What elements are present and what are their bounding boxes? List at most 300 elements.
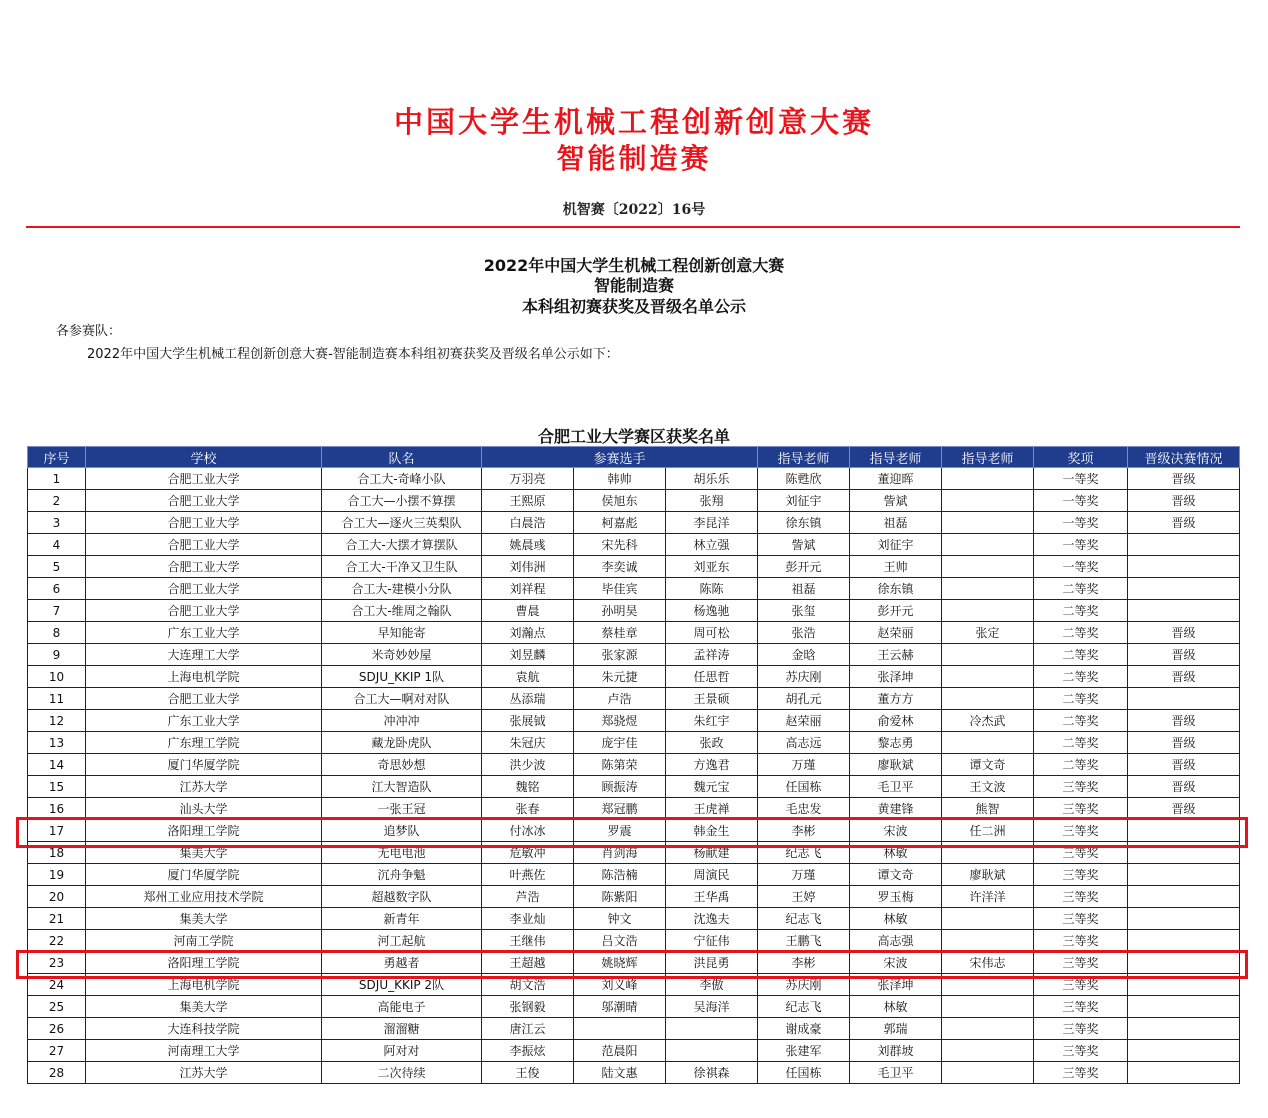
cell-advisor2: 宋波: [850, 820, 942, 842]
cell-award: 一等奖: [1034, 490, 1128, 512]
cell-advance: [1128, 1018, 1240, 1040]
cell-school: 合肥工业大学: [86, 556, 322, 578]
cell-no: 20: [28, 886, 86, 908]
cell-advance: 晋级: [1128, 622, 1240, 644]
cell-member2: [574, 1018, 666, 1040]
cell-award: 三等奖: [1034, 820, 1128, 842]
cell-team: 无电电池: [322, 842, 482, 864]
cell-advisor3: 任二洲: [942, 820, 1034, 842]
cell-school: 江苏大学: [86, 1062, 322, 1084]
cell-no: 26: [28, 1018, 86, 1040]
cell-no: 13: [28, 732, 86, 754]
cell-no: 15: [28, 776, 86, 798]
cell-member1: 李业灿: [482, 908, 574, 930]
table-row: [28, 468, 1240, 490]
cell-member1: 刘祥程: [482, 578, 574, 600]
cell-advance: [1128, 886, 1240, 908]
cell-advisor3: [942, 1018, 1034, 1040]
cell-member3: [666, 1040, 758, 1062]
cell-advance: [1128, 534, 1240, 556]
notice-title-line2: 智能制造赛: [593, 276, 674, 295]
cell-school: 大连科技学院: [86, 1018, 322, 1040]
cell-advance: 晋级: [1128, 710, 1240, 732]
cell-advisor1: 苏庆刚: [758, 974, 850, 996]
cell-advisor3: 许洋洋: [942, 886, 1034, 908]
cell-member3: 洪昆勇: [666, 952, 758, 974]
header-advisor3: 指导老师: [942, 447, 1034, 468]
cell-advisor3: 冷杰武: [942, 710, 1034, 732]
cell-team: 米奇妙妙屋: [322, 644, 482, 666]
cell-school: 集美大学: [86, 996, 322, 1018]
cell-member3: 朱红宇: [666, 710, 758, 732]
cell-team: 合工大-干净又卫生队: [322, 556, 482, 578]
cell-award: 三等奖: [1034, 1062, 1128, 1084]
cell-school: 汕头大学: [86, 798, 322, 820]
cell-advisor3: 熊智: [942, 798, 1034, 820]
cell-member2: 李奕诚: [574, 556, 666, 578]
cell-member3: 王华禹: [666, 886, 758, 908]
cell-member2: 蔡桂章: [574, 622, 666, 644]
cell-advisor1: 金晗: [758, 644, 850, 666]
cell-school: 合肥工业大学: [86, 490, 322, 512]
cell-school: 集美大学: [86, 842, 322, 864]
cell-team: 奇思妙想: [322, 754, 482, 776]
cell-team: 一张王冠: [322, 798, 482, 820]
cell-advisor1: 李彬: [758, 952, 850, 974]
cell-advisor3: [942, 468, 1034, 490]
cell-member2: 张家源: [574, 644, 666, 666]
cell-advisor2: 祖磊: [850, 512, 942, 534]
cell-member3: 杨逸驰: [666, 600, 758, 622]
cell-award: 三等奖: [1034, 864, 1128, 886]
cell-no: 2: [28, 490, 86, 512]
cell-team: 追梦队: [322, 820, 482, 842]
cell-school: 集美大学: [86, 908, 322, 930]
cell-advisor3: 宋伟志: [942, 952, 1034, 974]
cell-advisor2: 林敏: [850, 842, 942, 864]
table-row: [28, 710, 1240, 732]
cell-team: 合工大—小摆不算摆: [322, 490, 482, 512]
cell-no: 22: [28, 930, 86, 952]
cell-member3: 韩金生: [666, 820, 758, 842]
cell-member2: 肖剑海: [574, 842, 666, 864]
table-row: [28, 754, 1240, 776]
table-row: [28, 578, 1240, 600]
cell-advisor1: 任国栋: [758, 1062, 850, 1084]
cell-advisor2: 廖耿斌: [850, 754, 942, 776]
cell-member1: 芦浩: [482, 886, 574, 908]
cell-advisor1: 祖磊: [758, 578, 850, 600]
cell-advisor2: 高志强: [850, 930, 942, 952]
table-row: [28, 732, 1240, 754]
cell-advance: 晋级: [1128, 666, 1240, 688]
cell-member1: 刘伟洲: [482, 556, 574, 578]
cell-member1: 王继伟: [482, 930, 574, 952]
cell-advisor2: 訾斌: [850, 490, 942, 512]
cell-member2: 范晨阳: [574, 1040, 666, 1062]
cell-advance: 晋级: [1128, 732, 1240, 754]
cell-advisor1: 谢成豪: [758, 1018, 850, 1040]
cell-advance: 晋级: [1128, 644, 1240, 666]
cell-team: 早知能寄: [322, 622, 482, 644]
cell-member2: 卢浩: [574, 688, 666, 710]
cell-advisor1: 万瑾: [758, 864, 850, 886]
cell-advisor2: 董方方: [850, 688, 942, 710]
cell-advisor1: 赵荣丽: [758, 710, 850, 732]
cell-member1: 唐江云: [482, 1018, 574, 1040]
cell-team: 勇越者: [322, 952, 482, 974]
table-row: [28, 1040, 1240, 1062]
cell-advisor1: 张浩: [758, 622, 850, 644]
cell-award: 三等奖: [1034, 908, 1128, 930]
cell-school: 广东工业大学: [86, 710, 322, 732]
cell-team: 江大智造队: [322, 776, 482, 798]
cell-advisor1: 高志远: [758, 732, 850, 754]
cell-school: 合肥工业大学: [86, 534, 322, 556]
cell-advisor2: 刘征宇: [850, 534, 942, 556]
cell-member1: 白晨浩: [482, 512, 574, 534]
cell-award: 二等奖: [1034, 710, 1128, 732]
cell-member3: 沈逸夫: [666, 908, 758, 930]
cell-award: 二等奖: [1034, 600, 1128, 622]
cell-member1: 付冰冰: [482, 820, 574, 842]
cell-school: 上海电机学院: [86, 974, 322, 996]
cell-team: 合工大—逐火三英梨队: [322, 512, 482, 534]
cell-no: 18: [28, 842, 86, 864]
cell-advance: 晋级: [1128, 490, 1240, 512]
cell-member3: 胡乐乐: [666, 468, 758, 490]
cell-team: 合工大-奇峰小队: [322, 468, 482, 490]
cell-advisor1: 纪志飞: [758, 842, 850, 864]
cell-member1: 李振炫: [482, 1040, 574, 1062]
cell-no: 23: [28, 952, 86, 974]
cell-member3: 徐祺森: [666, 1062, 758, 1084]
cell-member3: 宁征伟: [666, 930, 758, 952]
cell-team: SDJU_KKIP 1队: [322, 666, 482, 688]
cell-member2: 罗震: [574, 820, 666, 842]
red-divider: [26, 226, 1240, 228]
cell-member2: 陆文惠: [574, 1062, 666, 1084]
cell-award: 三等奖: [1034, 1040, 1128, 1062]
cell-team: 合工大-大摆才算摆队: [322, 534, 482, 556]
cell-advisor2: 王帅: [850, 556, 942, 578]
table-row: [28, 886, 1240, 908]
cell-no: 19: [28, 864, 86, 886]
cell-award: 三等奖: [1034, 886, 1128, 908]
cell-award: 三等奖: [1034, 952, 1128, 974]
cell-advance: [1128, 864, 1240, 886]
highlight-box-row-17: [16, 817, 1248, 848]
cell-no: 27: [28, 1040, 86, 1062]
cell-member2: 庞宇佳: [574, 732, 666, 754]
cell-no: 10: [28, 666, 86, 688]
cell-advisor1: 苏庆刚: [758, 666, 850, 688]
cell-school: 洛阳理工学院: [86, 952, 322, 974]
table-row: [28, 930, 1240, 952]
cell-award: 二等奖: [1034, 622, 1128, 644]
cell-member1: 王超越: [482, 952, 574, 974]
cell-team: 合工大-维周之翰队: [322, 600, 482, 622]
cell-award: 二等奖: [1034, 644, 1128, 666]
cell-advisor2: 俞爱林: [850, 710, 942, 732]
cell-advisor2: 董迎晖: [850, 468, 942, 490]
cell-team: 二次待续: [322, 1062, 482, 1084]
cell-member2: 顾振涛: [574, 776, 666, 798]
cell-advisor2: 毛卫平: [850, 776, 942, 798]
cell-school: 大连理工大学: [86, 644, 322, 666]
cell-school: 合肥工业大学: [86, 688, 322, 710]
cell-member2: 邬潮晴: [574, 996, 666, 1018]
cell-school: 合肥工业大学: [86, 468, 322, 490]
cell-member1: 王俊: [482, 1062, 574, 1084]
cell-member3: 李昆洋: [666, 512, 758, 534]
cell-member3: 方逸君: [666, 754, 758, 776]
org-title-line2: 智能制造赛: [556, 142, 712, 175]
cell-member2: 朱元捷: [574, 666, 666, 688]
cell-advisor2: 罗玉梅: [850, 886, 942, 908]
cell-advisor2: 林敏: [850, 996, 942, 1018]
cell-advisor3: [942, 512, 1034, 534]
cell-member2: 陈第荣: [574, 754, 666, 776]
cell-advisor3: [942, 490, 1034, 512]
cell-no: 16: [28, 798, 86, 820]
cell-advance: 晋级: [1128, 468, 1240, 490]
cell-member1: 张展钺: [482, 710, 574, 732]
cell-member3: 周可松: [666, 622, 758, 644]
cell-no: 11: [28, 688, 86, 710]
cell-award: 二等奖: [1034, 688, 1128, 710]
cell-member1: 叶燕佐: [482, 864, 574, 886]
cell-advisor3: [942, 732, 1034, 754]
cell-award: 一等奖: [1034, 512, 1128, 534]
cell-advisor3: [942, 908, 1034, 930]
cell-member1: 刘瀚点: [482, 622, 574, 644]
cell-member2: 陈紫阳: [574, 886, 666, 908]
cell-school: 河南工学院: [86, 930, 322, 952]
cell-member1: 张春: [482, 798, 574, 820]
cell-school: 上海电机学院: [86, 666, 322, 688]
document-number: 机智赛〔2022〕16号: [562, 202, 706, 218]
awards-table: [27, 446, 1240, 1084]
cell-member1: 朱冠庆: [482, 732, 574, 754]
cell-member3: 任思哲: [666, 666, 758, 688]
cell-award: 二等奖: [1034, 754, 1128, 776]
cell-member1: 张钢毅: [482, 996, 574, 1018]
cell-advisor2: 徐东镇: [850, 578, 942, 600]
cell-school: 厦门华厦学院: [86, 754, 322, 776]
cell-team: 阿对对: [322, 1040, 482, 1062]
cell-award: 二等奖: [1034, 732, 1128, 754]
org-title-line1: 中国大学生机械工程创新创意大赛: [393, 105, 874, 139]
cell-school: 郑州工业应用技术学院: [86, 886, 322, 908]
cell-no: 4: [28, 534, 86, 556]
table-row: [28, 622, 1240, 644]
cell-advisor3: 王文波: [942, 776, 1034, 798]
cell-advisor1: 李彬: [758, 820, 850, 842]
cell-advisor1: 徐东镇: [758, 512, 850, 534]
cell-advance: [1128, 556, 1240, 578]
header-advance: 晋级决赛情况: [1128, 447, 1240, 468]
cell-no: 12: [28, 710, 86, 732]
cell-team: 河工起航: [322, 930, 482, 952]
table-row: [28, 534, 1240, 556]
cell-advisor1: 王鹏飞: [758, 930, 850, 952]
cell-advisor2: 黎志勇: [850, 732, 942, 754]
cell-member1: 魏铭: [482, 776, 574, 798]
cell-advisor1: 刘征宇: [758, 490, 850, 512]
cell-no: 8: [28, 622, 86, 644]
cell-award: 三等奖: [1034, 776, 1128, 798]
cell-member1: 袁航: [482, 666, 574, 688]
cell-advisor2: 毛卫平: [850, 1062, 942, 1084]
cell-member3: 孟祥涛: [666, 644, 758, 666]
cell-advance: [1128, 930, 1240, 952]
table-body: [28, 468, 1240, 1084]
cell-member1: 万羽亮: [482, 468, 574, 490]
cell-advisor3: [942, 930, 1034, 952]
intro-text: 2022年中国大学生机械工程创新创意大赛-智能制造赛本科组初赛获奖及晋级名单公示如下：: [87, 347, 619, 362]
cell-member2: 毕佳宾: [574, 578, 666, 600]
header-award: 奖项: [1034, 447, 1128, 468]
cell-member3: 张翔: [666, 490, 758, 512]
cell-advisor1: 彭开元: [758, 556, 850, 578]
cell-member2: 陈浩楠: [574, 864, 666, 886]
cell-advisor3: [942, 1040, 1034, 1062]
cell-advisor1: 纪志飞: [758, 996, 850, 1018]
cell-member2: 刘义峰: [574, 974, 666, 996]
table-row: [28, 996, 1240, 1018]
cell-school: 河南理工大学: [86, 1040, 322, 1062]
cell-advisor1: 张建军: [758, 1040, 850, 1062]
cell-member2: 柯嘉彪: [574, 512, 666, 534]
cell-member2: 姚晓辉: [574, 952, 666, 974]
header-school: 学校: [86, 447, 322, 468]
cell-advisor3: [942, 666, 1034, 688]
cell-member2: 侯旭东: [574, 490, 666, 512]
cell-advance: 晋级: [1128, 512, 1240, 534]
table-row: [28, 1062, 1240, 1084]
table-row: [28, 688, 1240, 710]
cell-member1: 曹晨: [482, 600, 574, 622]
cell-member3: 魏元宝: [666, 776, 758, 798]
cell-member3: 周演民: [666, 864, 758, 886]
cell-advisor1: 万瑾: [758, 754, 850, 776]
cell-advisor2: 宋波: [850, 952, 942, 974]
cell-team: 溜溜糖: [322, 1018, 482, 1040]
table-caption: 合肥工业大学赛区获奖名单: [537, 427, 730, 446]
cell-no: 9: [28, 644, 86, 666]
cell-school: 江苏大学: [86, 776, 322, 798]
notice-title-line1: 2022年中国大学生机械工程创新创意大赛: [483, 256, 785, 275]
cell-no: 24: [28, 974, 86, 996]
cell-award: 三等奖: [1034, 1018, 1128, 1040]
cell-advance: [1128, 600, 1240, 622]
cell-advisor3: [942, 556, 1034, 578]
cell-advance: 晋级: [1128, 798, 1240, 820]
table-row: [28, 908, 1240, 930]
cell-member1: 洪少波: [482, 754, 574, 776]
cell-no: 28: [28, 1062, 86, 1084]
table-header-row: [28, 447, 1240, 468]
cell-advisor2: 郭瑞: [850, 1018, 942, 1040]
cell-advisor1: 訾斌: [758, 534, 850, 556]
cell-advance: [1128, 996, 1240, 1018]
cell-advisor1: 胡孔元: [758, 688, 850, 710]
cell-advisor1: 张玺: [758, 600, 850, 622]
cell-advisor3: [942, 644, 1034, 666]
cell-advisor3: [942, 688, 1034, 710]
cell-advisor2: 张泽坤: [850, 666, 942, 688]
cell-advance: [1128, 578, 1240, 600]
cell-advance: 晋级: [1128, 754, 1240, 776]
cell-member1: 姚晨彧: [482, 534, 574, 556]
cell-advisor1: 陈甦欣: [758, 468, 850, 490]
cell-advisor3: [942, 600, 1034, 622]
cell-team: 冲冲冲: [322, 710, 482, 732]
cell-team: 合工大—啊对对队: [322, 688, 482, 710]
cell-member2: 吕文浩: [574, 930, 666, 952]
cell-advisor3: 谭文奇: [942, 754, 1034, 776]
cell-team: 超越数字队: [322, 886, 482, 908]
cell-member3: 王景硕: [666, 688, 758, 710]
cell-member3: [666, 1018, 758, 1040]
cell-member2: 郑冠鹏: [574, 798, 666, 820]
cell-award: 三等奖: [1034, 798, 1128, 820]
cell-advisor2: 谭文奇: [850, 864, 942, 886]
cell-member1: 刘昱麟: [482, 644, 574, 666]
cell-no: 17: [28, 820, 86, 842]
cell-no: 14: [28, 754, 86, 776]
cell-member3: 林立强: [666, 534, 758, 556]
cell-no: 3: [28, 512, 86, 534]
cell-award: 一等奖: [1034, 556, 1128, 578]
cell-award: 三等奖: [1034, 930, 1128, 952]
table-row: [28, 1018, 1240, 1040]
table-row: [28, 644, 1240, 666]
cell-advisor2: 黄建锋: [850, 798, 942, 820]
cell-advisor3: [942, 996, 1034, 1018]
cell-school: 合肥工业大学: [86, 600, 322, 622]
cell-team: SDJU_KKIP 2队: [322, 974, 482, 996]
cell-advisor3: [942, 1062, 1034, 1084]
cell-no: 6: [28, 578, 86, 600]
cell-advance: [1128, 908, 1240, 930]
cell-award: 三等奖: [1034, 996, 1128, 1018]
header-advisor2: 指导老师: [850, 447, 942, 468]
highlight-box-row-23: [16, 950, 1248, 979]
cell-advisor2: 刘群坡: [850, 1040, 942, 1062]
cell-member2: 钟文: [574, 908, 666, 930]
cell-award: 三等奖: [1034, 974, 1128, 996]
cell-advisor1: 纪志飞: [758, 908, 850, 930]
cell-advisor1: 王婷: [758, 886, 850, 908]
cell-no: 1: [28, 468, 86, 490]
table-row: [28, 556, 1240, 578]
cell-school: 厦门华厦学院: [86, 864, 322, 886]
cell-advisor3: [942, 578, 1034, 600]
cell-team: 合工大-建模小分队: [322, 578, 482, 600]
table-row: [28, 512, 1240, 534]
cell-member3: 李傲: [666, 974, 758, 996]
cell-member3: 王虎禅: [666, 798, 758, 820]
cell-advance: [1128, 688, 1240, 710]
cell-advisor1: 任国栋: [758, 776, 850, 798]
table-row: [28, 864, 1240, 886]
salutation: 各参赛队：: [56, 324, 122, 339]
table-row: [28, 490, 1240, 512]
cell-team: 藏龙卧虎队: [322, 732, 482, 754]
cell-member1: 危敏冲: [482, 842, 574, 864]
